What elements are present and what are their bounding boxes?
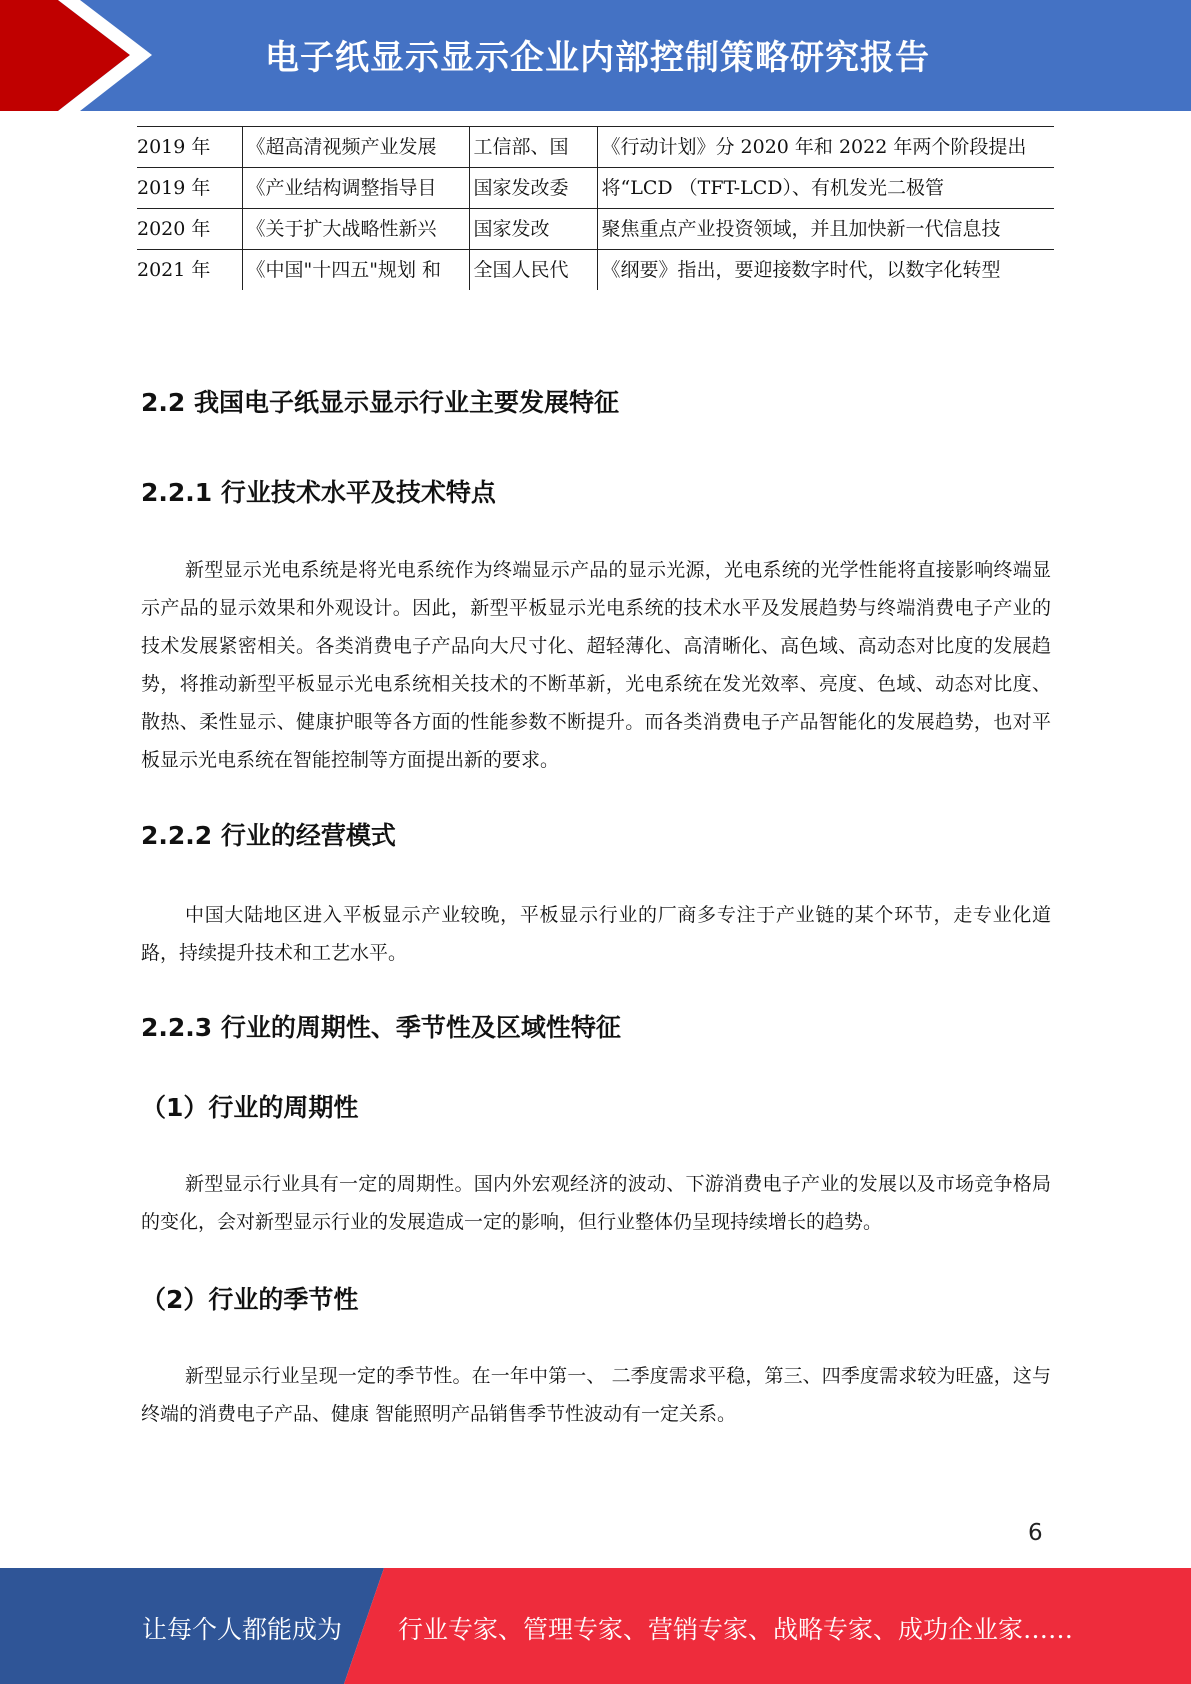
section-heading-2-2-2: 2.2.2 行业的经营模式 <box>141 821 396 850</box>
table-cell-department: 全国人民代 <box>469 250 597 291</box>
table-cell-year: 2019 年 <box>137 127 242 168</box>
table-cell-content: 《行动计划》分 2020 年和 2022 年两个阶段提出 <box>597 127 1054 168</box>
document-title: 电子纸显示显示企业内部控制策略研究报告 <box>265 38 930 78</box>
table-cell-policy-name: 《超高清视频产业发展 <box>242 127 469 168</box>
footer-banner <box>0 1568 1191 1684</box>
table-row <box>137 168 1054 209</box>
table-cell-department: 工信部、国 <box>469 127 597 168</box>
paragraph-tech-level: 新型显示光电系统是将光电系统作为终端显示产品的显示光源，光电系统的光学性能将直接影响终端显示产品的显示效果和外观设计。因此，新型平板显示光电系统的技术水平及发展趋势与终端消费电子产业的技术发展紧密相关。各类消费电子产品向大尺寸化、超轻薄化、高清晰化、高色域、高动态对比度的发展趋势，将推动新型平板显示光电系统相关技术的不断革新，光电系统在发光效率、亮度、色域、动态对比度、散热、柔性显示、健康护眼等各方面的性能参数不断提升。而各类消费电子产品智能化的发展趋势，也对平板显示光电系统在智能控制等方面提出新的要求。 <box>141 559 1051 771</box>
table-cell-department: 国家发改 <box>469 209 597 250</box>
section-heading-2-2-3: 2.2.3 行业的周期性、季节性及区域性特征 <box>141 1013 621 1042</box>
table-row <box>137 127 1054 168</box>
section-heading-2-2: 2.2 我国电子纸显示显示行业主要发展特征 <box>141 388 619 417</box>
page-number: 6 <box>1028 1520 1043 1546</box>
table-cell-policy-name: 《关于扩大战略性新兴 <box>242 209 469 250</box>
footer-slogan-left: 让每个人都能成为 <box>142 1615 343 1644</box>
header-banner <box>0 0 1191 111</box>
table-cell-content: 《纲要》指出，要迎接数字时代，以数字化转型 <box>597 250 1054 291</box>
section-heading-2-2-1: 2.2.1 行业技术水平及技术特点 <box>141 478 496 507</box>
table-row <box>137 209 1054 250</box>
footer-slogan-right: 行业专家、管理专家、营销专家、战略专家、成功企业家…… <box>398 1615 1074 1644</box>
table-cell-year: 2020 年 <box>137 209 242 250</box>
subheading-cyclical: （1）行业的周期性 <box>141 1093 359 1122</box>
table-cell-department: 国家发改委 <box>469 168 597 209</box>
table-cell-policy-name: 《产业结构调整指导目 <box>242 168 469 209</box>
paragraph-cyclical: 新型显示行业具有一定的周期性。国内外宏观经济的波动、下游消费电子产业的发展以及市场竞争格局的变化，会对新型显示行业的发展造成一定的影响，但行业整体仍呈现持续增长的趋势。 <box>141 1173 1051 1233</box>
paragraph-business-model: 中国大陆地区进入平板显示产业较晚，平板显示行业的厂商多专注于产业链的某个环节，走专业化道路，持续提升技术和工艺水平。 <box>141 904 1051 964</box>
policy-table <box>137 126 1054 290</box>
paragraph-seasonal: 新型显示行业呈现一定的季节性。在一年中第一、 二季度需求平稳，第三、四季度需求较为旺盛，这与终端的消费电子产品、健康 智能照明产品销售季节性波动有一定关系。 <box>141 1365 1051 1425</box>
subheading-seasonal: （2）行业的季节性 <box>141 1285 359 1314</box>
table-row <box>137 250 1054 291</box>
table-cell-content: 将“LCD （TFT-LCD）、有机发光二极管 <box>597 168 1054 209</box>
table-cell-year: 2021 年 <box>137 250 242 291</box>
table-cell-policy-name: 《中国"十四五"规划 和 <box>242 250 469 291</box>
table-cell-year: 2019 年 <box>137 168 242 209</box>
table-cell-content: 聚焦重点产业投资领域，并且加快新一代信息技 <box>597 209 1054 250</box>
policy-table-container <box>137 126 1054 290</box>
